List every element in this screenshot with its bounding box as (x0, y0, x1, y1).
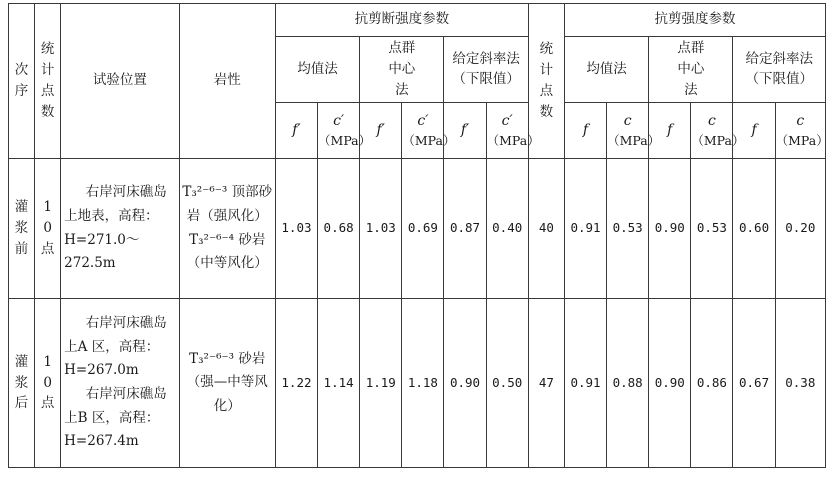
header-lithology: 岩性 (179, 4, 275, 159)
header-f-prime: f′ (444, 103, 486, 159)
header-c: c （MPa） (691, 103, 733, 159)
header-c-prime: c′ （MPa） (318, 103, 360, 159)
header-shear-fracture-params: 抗剪断强度参数 (275, 4, 528, 37)
header-count-2: 统计点数 (528, 4, 564, 159)
header-slope-method-2: 给定斜率法 （下限值） (733, 37, 826, 103)
header-f-prime: f′ (275, 103, 317, 159)
value-cell: 0.90 (649, 159, 691, 299)
value-cell: 0.88 (607, 299, 649, 468)
header-count: 统计点数 (35, 4, 61, 159)
row-count: 10点 (35, 299, 61, 468)
header-shear-params: 抗剪强度参数 (564, 4, 825, 37)
value-cell: 1.14 (318, 299, 360, 468)
value-cell: 0.69 (402, 159, 444, 299)
value-cell: 0.40 (486, 159, 528, 299)
row-seq: 灌浆后 (9, 299, 35, 468)
header-c: c （MPa） (775, 103, 825, 159)
header-cluster-method: 点群中心法 (360, 37, 444, 103)
value-cell: 0.53 (607, 159, 649, 299)
value-cell: 1.19 (360, 299, 402, 468)
header-mean-method: 均值法 (275, 37, 359, 103)
header-f-prime: f′ (360, 103, 402, 159)
value-cell: 0.87 (444, 159, 486, 299)
value-cell: 1.22 (275, 299, 317, 468)
header-mean-method-2: 均值法 (564, 37, 648, 103)
value-cell: 0.67 (733, 299, 775, 468)
value-cell: 0.38 (775, 299, 825, 468)
row-lithology: T₃²⁻⁶⁻³ 顶部砂岩（强风化） T₃²⁻⁶⁻⁴ 砂岩（中等风化） (179, 159, 275, 299)
header-f: f (733, 103, 775, 159)
value-cell: 0.53 (691, 159, 733, 299)
header-c-prime: c′ （MPa） (402, 103, 444, 159)
header-slope-method: 给定斜率法 （下限值） (444, 37, 528, 103)
row-seq: 灌浆前 (9, 159, 35, 299)
value-cell: 0.86 (691, 299, 733, 468)
row-lithology: T₃²⁻⁶⁻³ 砂岩（强—中等风化） (179, 299, 275, 468)
value-cell: 0.68 (318, 159, 360, 299)
row-location: 右岸河床礁岛上A 区，高程：H=267.0m 右岸河床礁岛上B 区，高程：H=267.4m (61, 299, 179, 468)
value-cell: 0.91 (564, 299, 606, 468)
value-cell: 0.20 (775, 159, 825, 299)
value-cell: 1.03 (360, 159, 402, 299)
header-f: f (564, 103, 606, 159)
row-location: 右岸河床礁岛上地表，高程：H=271.0～272.5m (61, 159, 179, 299)
header-c: c （MPa） (607, 103, 649, 159)
count-cell: 47 (528, 299, 564, 468)
count-cell: 40 (528, 159, 564, 299)
table-row (9, 159, 826, 299)
shear-strength-table (8, 3, 829, 468)
value-cell: 0.90 (649, 299, 691, 468)
row-count: 10点 (35, 159, 61, 299)
value-cell: 1.03 (275, 159, 317, 299)
header-cluster-method-2: 点群中心法 (649, 37, 733, 103)
table-row (9, 299, 826, 468)
value-cell: 0.91 (564, 159, 606, 299)
value-cell: 0.90 (444, 299, 486, 468)
header-f: f (649, 103, 691, 159)
value-cell: 1.18 (402, 299, 444, 468)
header-location: 试验位置 (61, 4, 179, 159)
header-seq: 次序 (9, 4, 35, 159)
value-cell: 0.60 (733, 159, 775, 299)
value-cell: 0.50 (486, 299, 528, 468)
header-c-prime: c′ （MPa） (486, 103, 528, 159)
